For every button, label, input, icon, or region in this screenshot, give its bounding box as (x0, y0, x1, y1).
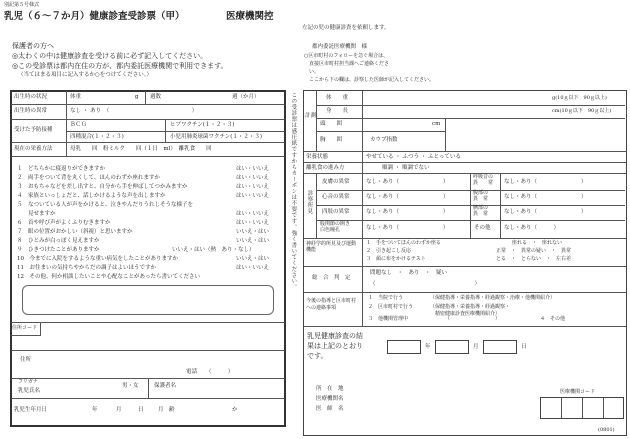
abnormal-value: なし ・ あり （ ） (70, 108, 198, 114)
abnormal-label: 出生時の異常 (14, 108, 48, 114)
dob-year: 年 (92, 407, 98, 413)
answer-9: いいえ・はい（熱 あり・なし） (172, 247, 255, 253)
address-label: 住所 (20, 357, 32, 363)
guidance-option-3: ３ 他機関管理中 (368, 316, 409, 322)
result-year-unit: 年 (425, 344, 431, 350)
guardian-name-label: 保護者名 (154, 383, 177, 389)
answer-3: はい・いいえ (236, 184, 270, 190)
other-value: なし・あり（ ） (504, 225, 560, 231)
answer-11: はい・いいえ (236, 265, 270, 271)
weaning-label: 離乳食の進み方 (306, 165, 345, 171)
findings-group-label: 診察所見 (306, 190, 313, 214)
result-label-2: 果は上記のとおり (307, 342, 363, 350)
abd-value: なし・あり（ ） (504, 194, 587, 200)
guardian-note-1: ◎太わくの中は健康診査を受ける前に必ず記入してください。 (12, 52, 208, 60)
guardian-note-3: （当てはまる項目に記入するか○をつけてください。） (18, 72, 153, 78)
question-8: ８ ひとみが白っぽく見えますか (17, 238, 100, 244)
skin-label: 皮膚の異常 (322, 179, 350, 185)
answer-4: はい・いいえ (236, 193, 270, 199)
answer-8: いいえ・はい (236, 238, 270, 244)
question-5: ５ なついている人が声をかけると、泣きやんだりうれしそうな様子を (17, 202, 194, 208)
guidance-option-2: ２ 区市町村で行う (368, 304, 414, 310)
result-month-unit: 月 (473, 344, 479, 350)
institution-code-label: 医療機関コード (560, 389, 596, 395)
furigana-label: フリガナ (18, 379, 38, 385)
sign-institution-label: 医療機関名 (316, 396, 344, 402)
measure-group-label: 計測 (305, 113, 317, 119)
gram-unit: g (135, 94, 139, 100)
other-label: その他 (474, 225, 491, 231)
hip-value: なし・あり（ ） (366, 225, 449, 231)
head-unit: cm (432, 121, 441, 127)
doctor-frame (303, 90, 627, 436)
weight-unit: g(10ｇ以下 90ｇ以上) (552, 95, 607, 101)
birth-weight-label: 体重 (70, 94, 82, 100)
guidance-option-1: １ 当院で行う (368, 295, 404, 301)
heart-value: なし・あり（ ） (366, 194, 449, 200)
carbon-note: この受診票は感圧紙ですからカーボンは不要です。強く書いてください。 (290, 92, 297, 290)
result-label-1: 乳児健康診査の結 (307, 332, 363, 340)
umb-value: なし・あり（ ） (504, 209, 587, 215)
guidance-label: 今後の指導と区市町村への連絡事項 (306, 298, 357, 311)
form-number: 別記第５号様式 (4, 2, 40, 8)
vaccine-pcv: 小児用肺炎球菌ワクチン(１・２・３) (170, 134, 263, 140)
vaccine-hib: ヒブワクチン(１・２・３) (170, 122, 235, 128)
neuro-result-2: 正常 ・ 異常の疑い ・ 異常 (496, 248, 572, 254)
form-title: 乳児（６～７か月）健康診査受診票（甲） (4, 11, 185, 22)
copy-label: 医療機関控 (226, 11, 274, 22)
answer-6: はい・いいえ (236, 220, 270, 226)
nutrition-status-value: やせている ・ ふつう ・ ふとっている (366, 154, 461, 160)
question-6: ６ 首や呼び声がよくふりむきますか (17, 220, 111, 226)
chest-label: 胸 囲 (320, 137, 343, 143)
dob-month: 月 (116, 407, 122, 413)
question-2: ２ 両手をついて背を丸くして、ほんのわずか座れますか (17, 175, 160, 181)
nutrition-method-label: 現在の栄養方法 (14, 146, 53, 152)
sign-doctor-label: 医 師 名 (316, 406, 344, 412)
weaning-value: 順調 ・ 順調でない (382, 165, 430, 171)
dob-label: 乳児生年月日 (14, 407, 48, 413)
followup-note-2: 直接区市町村担当課へご連絡くださ (304, 61, 390, 67)
answer-5: はい・いいえ (236, 211, 270, 217)
umb-label: 臍部の 異 常 (473, 205, 489, 217)
nutrition-method-value: 母乳 回 粉ミルク 回（１日 ml） 離乳食 回 (70, 146, 212, 152)
heart-label: 心音の異常 (322, 194, 350, 200)
question-9: ９ ひきつけたことがありますか (17, 247, 100, 253)
request-text: 左記の児の健康診査を依頼します。 (302, 25, 390, 31)
weight-label: 体 重 (326, 95, 349, 101)
sign-address-label: 所 在 地 (316, 386, 344, 392)
nutrition-status-label: 栄養状態 (306, 154, 329, 160)
followup-note-3: い。 (304, 69, 320, 75)
result-day-input[interactable] (483, 340, 517, 354)
skin-value: なし・あり（ ） (366, 179, 449, 185)
age-label: 月 齢 (158, 407, 175, 413)
result-day-unit: 日 (521, 344, 527, 350)
phone-paren: （ ） (206, 369, 234, 375)
guidance-detail-2: （保健指導・栄養指導・経過観察・ (430, 304, 511, 310)
clinic-code-label: 住所コード (12, 325, 38, 331)
kaup-label: カウプ指数 (370, 137, 398, 143)
guidance-detail-3: 精密健康診査医療機関紹介） (430, 311, 501, 317)
judgment-paren: （ ） (370, 281, 481, 287)
form-code: (0801) (598, 427, 615, 433)
guardian-note-2: ◎この受診票は都内在住の方が、都内委託医療機関で利用できます。 (12, 62, 228, 70)
question-7: ７ 眼の位置がおかしい（斜視）と思いますか (17, 229, 133, 235)
guidance-option-4: ４ その他 (540, 316, 566, 322)
judgment-label: 総 合 判 定 (312, 275, 351, 281)
consultation-note-box[interactable] (22, 285, 274, 315)
hip-label: 股関節の開き 白色瞳孔 (320, 221, 351, 233)
dob-day: 日 (138, 407, 144, 413)
question-3: ３ おもちゃなどを差し出すと、自分から手を伸ばしてつかみますか (17, 184, 188, 190)
vaccine-bcg: ＢＣＧ (70, 122, 87, 128)
question-5-cont: 見せますか (17, 211, 56, 217)
question-11: 11 お住まいの気持ちやからだの調子はよいほうですか (17, 265, 157, 271)
question-10: 10 今までに入院をするような重い病気をしたことがありますか (17, 256, 179, 262)
head-label: 頭 囲 (320, 121, 343, 127)
neuro-item-1: １ 手をついてほんのわずか座る (366, 240, 442, 246)
weeks-label: 週数 (150, 94, 162, 100)
limbs-label: 四肢の異常 (322, 209, 350, 215)
age-unit: か (232, 407, 238, 413)
vaccination-label: 受けた予防接種 (14, 127, 53, 133)
abd-label: 腹部の 異 常 (473, 190, 489, 202)
question-1: １ どちらかに寝返りができますか (17, 166, 106, 172)
neuro-item-3: ３ 顔に布をかけるテスト (366, 256, 426, 262)
answer-10: いいえ・はい (236, 256, 270, 262)
height-label: 身 長 (326, 108, 349, 114)
result-label-3: です。 (307, 352, 328, 360)
doctor-instruction: ここから下の欄は、診察した医師が記入してください。 (304, 77, 435, 83)
resp-label: 呼吸音の 異 常 (473, 174, 494, 186)
question-12: 12 その他、何か相談したいことや心配なことがあったら書いてください (17, 274, 200, 280)
birth-label: 出生時の状況 (14, 94, 48, 100)
result-year-input[interactable] (387, 340, 421, 354)
infant-name-label: 乳児氏名 (18, 388, 41, 394)
vaccine-dpt: 四種混合(１・２・３) (70, 134, 124, 140)
neuro-item-2: ２ 引き起こし反応 (366, 248, 412, 254)
height-unit: cm(10ｇ以下 90ｇ以上) (552, 108, 612, 114)
answer-2: はい・いいえ (236, 175, 270, 181)
neuro-label: 神経学的所見及び運動機能 (306, 241, 357, 253)
answer-7: いいえ・はい (236, 229, 270, 235)
limbs-value: なし・あり（ ） (366, 209, 449, 215)
answer-1: はい・いいえ (236, 166, 270, 172)
resp-value: なし・あり（ ） (504, 179, 587, 185)
addressee: 都内委託医療機関 様 (312, 44, 368, 50)
phone-label: 電話 (186, 369, 198, 375)
weeks-unit: 週（か月） (232, 94, 260, 100)
guidance-detail-1: （保健指導・栄養指導・経過観察・治療・他機関紹介） (430, 295, 556, 301)
judgment-value: 問題なし ・ あり ・ 疑い (370, 270, 448, 276)
neuro-result-1: 座れる ・ 座れない (512, 240, 563, 246)
guidance-paren: （ ） (445, 316, 501, 322)
result-month-input[interactable] (435, 340, 469, 354)
sex-options: 男・女 (122, 383, 139, 389)
neuro-result-3: とる ・ とらない ・ 左右差 (496, 256, 572, 262)
question-4: ４ 家族といっしょだと、話しかけるような声を出しますか (17, 193, 166, 199)
guardian-heading: 保護者の方へ (12, 42, 54, 50)
followup-note-1: ○区市町村のフォローを急ぐ場合は、 (304, 53, 389, 59)
